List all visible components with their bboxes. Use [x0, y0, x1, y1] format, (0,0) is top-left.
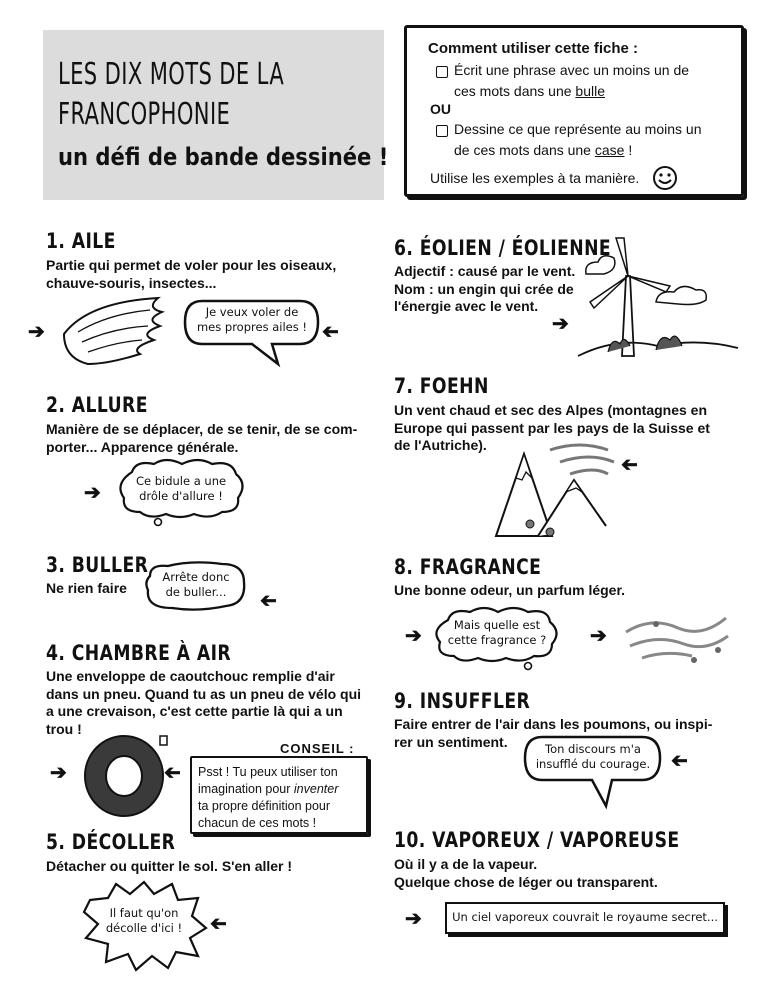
- fragrance-swirls-illustration: [622, 604, 732, 668]
- arrow-right-icon: ➔: [84, 482, 101, 504]
- instructions-title: Comment utiliser cette fiche :: [428, 40, 639, 57]
- arrow-left-icon: ➔: [164, 762, 181, 784]
- bubble-line: Arrête donc: [162, 570, 230, 584]
- tip-line: chacun de ces mots !: [198, 816, 317, 830]
- def-line: Où il y a de la vapeur.: [394, 856, 538, 872]
- page-subtitle: un défi de bande dessinée !: [58, 143, 389, 171]
- word-def-5: Détacher ou quitter le sol. S'en aller !: [46, 858, 293, 874]
- bulle-link: bulle: [575, 83, 605, 99]
- arrow-left-icon: ➔: [260, 590, 277, 612]
- word-def-4: [46, 668, 361, 738]
- arrow-right-icon: ➔: [590, 625, 607, 647]
- arrow-right-icon: ➔: [50, 762, 67, 784]
- bubble-line: Mais quelle est: [453, 618, 541, 632]
- arrow-left-icon: ➔: [210, 913, 227, 935]
- word-title-6: 6. ÉOLIEN / ÉOLIENNE: [394, 236, 612, 260]
- word-title-9: 9. INSUFFLER: [394, 689, 531, 713]
- word-title-1: 1. AILE: [46, 229, 116, 253]
- bubble-line: insufflé du courage.: [535, 757, 651, 771]
- title-line-1: LES DIX MOTS DE LA: [58, 57, 285, 92]
- def-line: Partie qui permet de voler pour les oiseaux,: [46, 257, 337, 273]
- bubble-line: de buller...: [165, 585, 227, 599]
- bubble-line: Ce bidule a une: [135, 474, 227, 488]
- tip-line: [198, 781, 366, 798]
- checkbox-option-1[interactable]: [436, 66, 448, 78]
- word-def-3: Ne rien faire: [46, 580, 127, 596]
- bubble-line: décolle d'ici !: [105, 921, 183, 935]
- word-def-2: [46, 421, 357, 456]
- word-def-1: [46, 257, 336, 292]
- bubble-text-2: [120, 474, 242, 504]
- bubble-line: Je veux voler de: [205, 305, 299, 319]
- def-line: trou !: [46, 720, 82, 737]
- bubble-text-1: [186, 305, 318, 335]
- word-def-6: [394, 263, 575, 316]
- def-line: porter... Apparence générale.: [46, 438, 239, 455]
- tip-text-part: imagination pour: [198, 782, 294, 796]
- title-line-2: FRANCOPHONIE: [58, 97, 231, 132]
- tip-title: CONSEIL :: [280, 741, 355, 756]
- arrow-right-icon: ➔: [405, 625, 422, 647]
- arrow-right-icon: ➔: [552, 313, 569, 335]
- bubble-line: Ton discours m'a: [545, 742, 641, 756]
- word-title-10: 10. VAPOREUX / VAPOREUSE: [394, 828, 680, 852]
- def-line: Une enveloppe de caoutchouc remplie d'air: [46, 668, 335, 684]
- wing-illustration: [58, 292, 168, 372]
- word-title-2: 2. ALLURE: [46, 393, 148, 417]
- bubble-text-10: Un ciel vaporeux couvrait le royaume secret...: [452, 910, 718, 924]
- tip-emphasis: inventer: [293, 782, 339, 796]
- page-title: [58, 55, 308, 135]
- def-line: Manière de se déplacer, de se tenir, de se com-: [46, 421, 358, 437]
- word-title-8: 8. FRAGRANCE: [394, 555, 542, 579]
- option-1-line-1: Écrit une phrase avec un moins un de: [454, 62, 690, 78]
- word-title-5: 5. DÉCOLLER: [46, 830, 176, 854]
- word-title-4: 4. CHAMBRE À AIR: [46, 641, 232, 665]
- option-2-tail: !: [624, 142, 633, 158]
- tip-text: [198, 764, 366, 832]
- option-1-line-2: [454, 81, 605, 102]
- smiley-icon: [652, 165, 678, 191]
- def-line: rer un sentiment.: [394, 733, 508, 750]
- checkbox-option-2[interactable]: [436, 125, 448, 137]
- option-2-text: de ces mots dans une: [454, 142, 595, 158]
- bubble-line: mes propres ailes !: [196, 320, 307, 334]
- bubble-line: cette fragrance ?: [447, 633, 547, 647]
- def-line: l'énergie avec le vent.: [394, 298, 539, 314]
- def-line: dans un pneu. Quand tu as un pneu de vélo qui: [46, 685, 362, 702]
- bubble-line: drôle d'allure !: [139, 489, 223, 503]
- arrow-left-icon: ➔: [322, 321, 339, 343]
- or-label: OU: [430, 101, 451, 117]
- bubble-text-9: [527, 742, 659, 772]
- tip-line: Psst ! Tu peux utiliser ton: [198, 765, 338, 779]
- word-title-7: 7. FOEHN: [394, 374, 489, 398]
- instructions-footer: Utilise les exemples à ta manière.: [430, 170, 640, 186]
- word-def-10: [394, 856, 658, 891]
- arrow-left-icon: ➔: [621, 454, 638, 476]
- def-line: a une crevaison, c'est cette partie là qui a un: [46, 703, 343, 719]
- tip-line: ta propre définition pour: [198, 799, 331, 813]
- def-line: Un vent chaud et sec des Alpes (montagnes en: [394, 402, 708, 418]
- option-2-line-1: Dessine ce que représente au moins un: [454, 121, 702, 137]
- bubble-text-8: [438, 618, 556, 648]
- def-line: Europe qui passent par les pays de la Suisse et: [394, 419, 710, 436]
- bubble-line: Il faut qu'on: [109, 906, 179, 920]
- option-1-text: ces mots dans une: [454, 83, 576, 99]
- wind-turbine-illustration: [578, 236, 738, 376]
- arrow-right-icon: ➔: [405, 908, 422, 930]
- mountains-wind-illustration: [490, 440, 640, 550]
- def-line: de l'Autriche).: [394, 437, 487, 453]
- word-def-8: Une bonne odeur, un parfum léger.: [394, 582, 626, 598]
- bubble-text-5: [92, 906, 196, 936]
- word-title-3: 3. BULLER: [46, 553, 149, 577]
- def-line: Quelque chose de léger ou transparent.: [394, 873, 658, 890]
- option-2-line-2: [454, 140, 632, 161]
- bubble-text-3: [146, 570, 246, 600]
- arrow-right-icon: ➔: [28, 321, 45, 343]
- arrow-left-icon: ➔: [671, 750, 688, 772]
- def-line: chauve-souris, insectes...: [46, 274, 217, 291]
- def-line: Adjectif : causé par le vent.: [394, 263, 576, 279]
- def-line: Nom : un engin qui crée de: [394, 280, 574, 297]
- def-line: Faire entrer de l'air dans les poumons, ou inspi-: [394, 716, 713, 732]
- case-link: case: [594, 142, 625, 158]
